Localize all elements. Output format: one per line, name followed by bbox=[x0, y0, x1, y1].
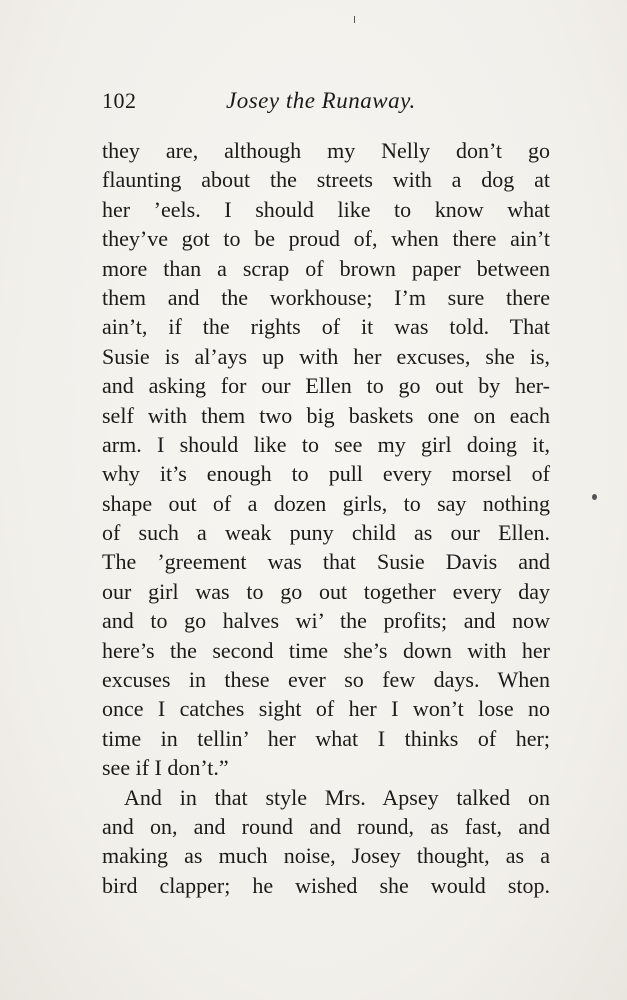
text-line: time in tellin’ her what I thinks of her; bbox=[102, 725, 550, 751]
text-line: and asking for our Ellen to go out by her- bbox=[102, 373, 550, 399]
text-line: they are, although my Nelly don’t go bbox=[102, 138, 550, 163]
text-line: her ’eels. I should like to know what bbox=[102, 196, 550, 222]
page-number: 102 bbox=[102, 88, 137, 113]
page-header bbox=[102, 88, 552, 120]
text-line: The ’greement was that Susie Davis and bbox=[102, 549, 550, 575]
body-text bbox=[102, 136, 550, 900]
text-line: them and the workhouse; I’m sure there bbox=[102, 284, 550, 310]
text-line: excuses in these ever so few days. When bbox=[102, 667, 550, 693]
text-line: here’s the second time she’s down with her bbox=[102, 637, 550, 663]
text-line: and to go halves wi’ the profits; and now bbox=[102, 608, 550, 634]
text-line: see if I don’t.” bbox=[102, 755, 229, 781]
text-line: why it’s enough to pull every morsel of bbox=[102, 461, 550, 487]
text-line: they’ve got to be proud of, when there ain’t bbox=[102, 226, 550, 252]
text-line: And in that style Mrs. Apsey talked on bbox=[124, 784, 550, 810]
text-line: our girl was to go out together every day bbox=[102, 578, 550, 604]
text-line: Susie is al’ays up with her excuses, she is, bbox=[102, 343, 550, 369]
text-line: ain’t, if the rights of it was told. That bbox=[102, 314, 550, 340]
text-line: more than a scrap of brown paper between bbox=[102, 255, 550, 281]
running-title: Josey the Runaway. bbox=[226, 88, 416, 113]
ink-speck bbox=[592, 494, 597, 500]
text-line: shape out of a dozen girls, to say nothing bbox=[102, 490, 550, 516]
text-line: and on, and round and round, as fast, and bbox=[102, 813, 550, 839]
text-line: self with them two big baskets one on each bbox=[102, 402, 550, 428]
text-line: once I catches sight of her I won’t lose no bbox=[102, 696, 550, 722]
text-line: arm. I should like to see my girl doing it, bbox=[102, 431, 550, 457]
text-line: flaunting about the streets with a dog at bbox=[102, 167, 550, 193]
text-line: bird clapper; he wished she would stop. bbox=[102, 872, 550, 898]
ink-speck bbox=[354, 16, 355, 23]
text-line: making as much noise, Josey thought, as a bbox=[102, 843, 550, 869]
text-line: of such a weak puny child as our Ellen. bbox=[102, 520, 550, 546]
